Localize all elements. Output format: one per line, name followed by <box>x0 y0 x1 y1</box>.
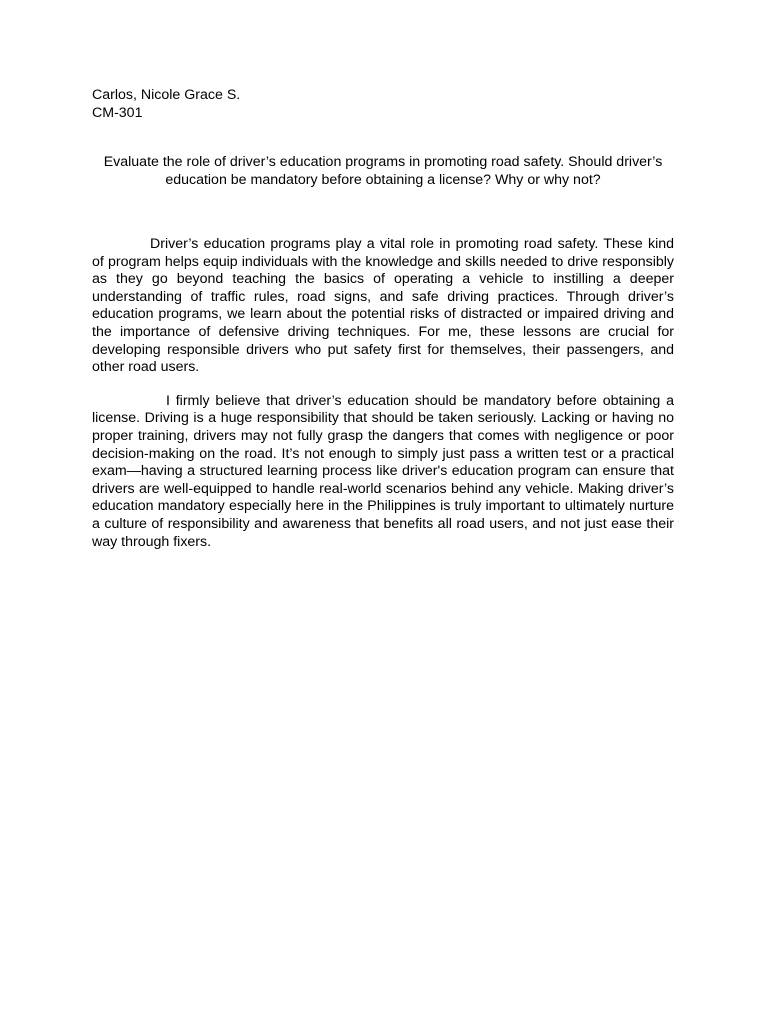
essay-question: Evaluate the role of driver’s education programs in promoting road safety. Should driver’s education be mandatory before obtaining a license? Why or why not? <box>103 154 663 188</box>
paragraph-2: I firmly believe that driver’s education should be mandatory before obtaining a license. Driving is a huge responsibility that should be taken seriously. Lacking or having no proper training, drivers may not fully grasp the dangers that comes with negligence or poor decision-making on the road. It’s not enough to simply just pass a written test or a practical exam—having a structured learning process like driver's education program can ensure that drivers are well-equipped to handle real-world scenarios behind any vehicle. Making driver’s education mandatory especially here in the Philippines is truly important to ultimately nurture a culture of responsibility and awareness that benefits all road users, and not just ease their way through fixers. <box>92 392 674 550</box>
paragraph-1: Driver’s education programs play a vital role in promoting road safety. These kind of program helps equip individuals with the knowledge and skills needed to drive responsibly as they go beyond teaching the basics of operating a vehicle to instilling a deeper understanding of traffic rules, road signs, and safe driving practices. Through driver’s education programs, we learn about the potential risks of distracted or impaired driving and the importance of defensive driving techniques. For me, these lessons are crucial for developing responsible drivers who put safety first for themselves, their passengers, and other road users. <box>92 236 674 376</box>
author-header <box>92 87 392 122</box>
author-name: Carlos, Nicole Grace S. <box>92 87 241 103</box>
essay-body <box>92 236 674 551</box>
section-code: CM-301 <box>92 104 143 121</box>
